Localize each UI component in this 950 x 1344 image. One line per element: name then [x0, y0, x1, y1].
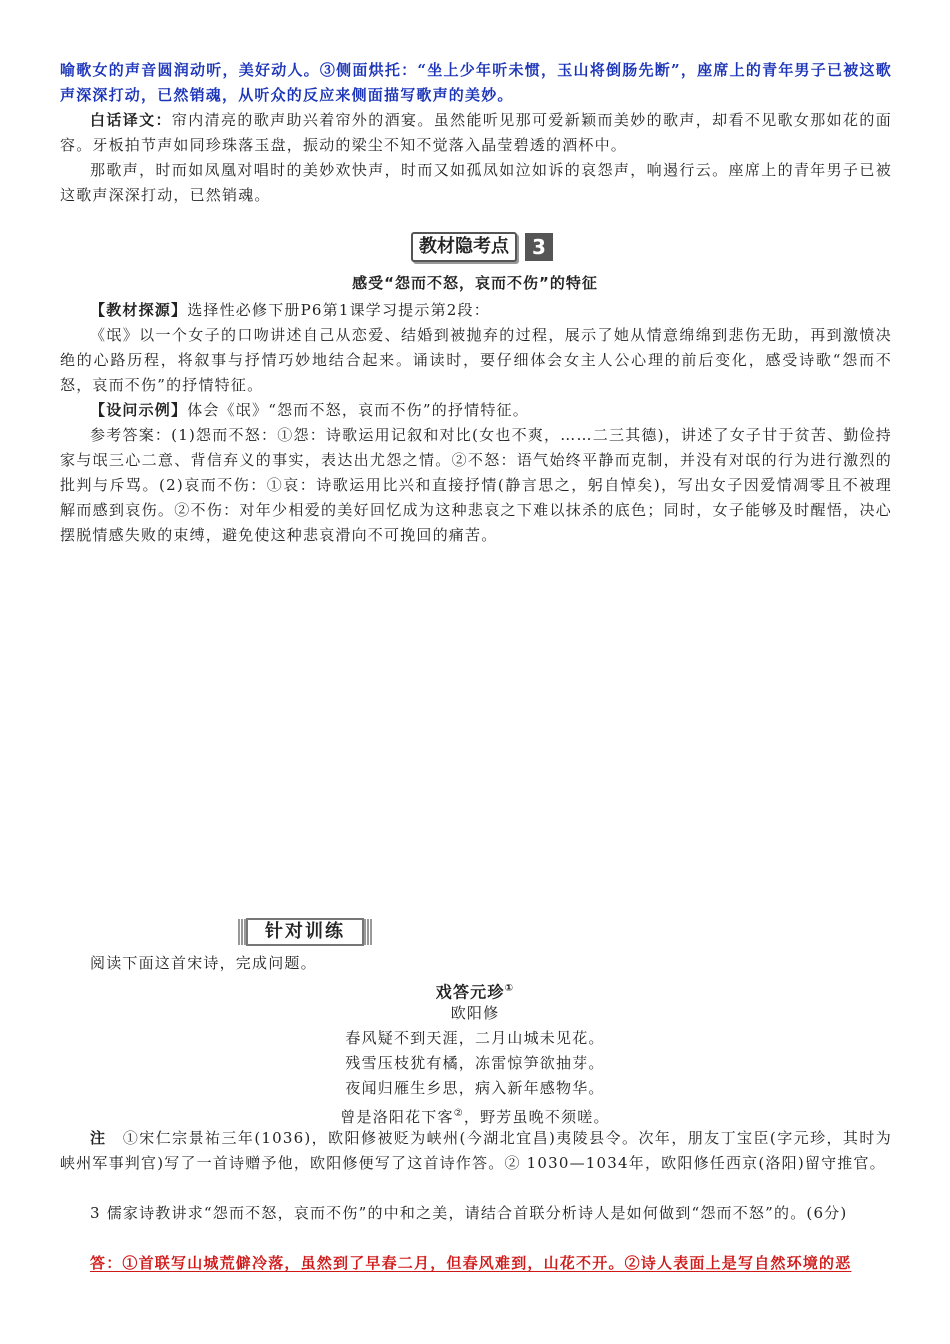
- poem-title-note-mark: ①: [504, 983, 515, 994]
- answer-line: [60, 1251, 892, 1276]
- reference-answer: 参考答案：(1)怨而不怒：①怨：诗歌运用记叙和对比(女也不爽，……二三其德)，讲述了女子甘于贫苦、勤俭持家与氓三心二意、背信弃义的事实，表达出尤怨之情。②不怒：语气始终平静而克制，并没有对氓的行为进行激烈的批判与斥骂。(2)哀而不伤：①哀：诗歌运用比兴和直接抒情(静言思之，躬自悼矣)，写出女子因爱情凋零且不被理解而感到哀伤。②不伤：对年少相爱的美好回忆成为这种悲哀之下难以抹杀的底色；同时，女子能够及时醒悟，决心摆脱情感失败的束缚，避免使这种悲哀滑向不可挽回的痛苦。: [60, 426, 892, 544]
- poem-line-4-tail: ，野芳虽晚不须嗟。: [463, 1108, 610, 1126]
- poem-line-4-note-mark: ②: [453, 1108, 464, 1119]
- section-number: 3: [525, 233, 553, 261]
- analysis-continuation: 喻歌女的声音圆润动听，美好动人。③侧面烘托：“坐上少年听未惯，玉山将倒肠先断”，座席上的青年男子已被这歌声深深打动，已然销魂，从听众的反应来侧面描写歌声的美妙。: [60, 61, 892, 104]
- example-line: [60, 398, 892, 423]
- translation-label: 白话译文：: [90, 111, 172, 129]
- training-header-right-bar: [364, 919, 372, 945]
- poem-line-3: 夜闻归雁生乡思，病入新年感物华。: [345, 1079, 605, 1097]
- example-text: 体会《氓》“怨而不怒，哀而不伤”的抒情特征。: [187, 401, 529, 419]
- example-label: 【设问示例】: [90, 401, 188, 419]
- section-subtitle: 感受“怨而不怒，哀而不伤”的特征: [352, 274, 598, 292]
- translation-text: 帘内清亮的歌声助兴着帘外的酒宴。虽然能听见那可爱新颖而美妙的歌声，却看不见歌女那如花的面容。牙板拍节声如同珍珠落玉盘，振动的梁尘不知不觉落入晶莹碧透的酒杯中。: [60, 111, 892, 154]
- poem-author: 欧阳修: [450, 1004, 500, 1022]
- poem-line-1: 春风疑不到天涯，二月山城未见花。: [345, 1029, 605, 1047]
- section-header: [411, 232, 553, 262]
- question-3: 3 儒家诗教讲求“怨而不怒，哀而不伤”的中和之美，请结合首联分析诗人是如何做到“怨而不怒”的。(6分): [90, 1204, 848, 1222]
- notes-label: 注: [90, 1129, 107, 1147]
- poem-line-2: 残雪压枝犹有橘，冻雷惊笋欲抽芽。: [345, 1054, 605, 1072]
- source-line: [60, 298, 892, 323]
- training-header-left-bar: [238, 919, 246, 945]
- section-badge: 教材隐考点: [411, 232, 517, 262]
- notes-text: ①宋仁宗景祐三年(1036)，欧阳修被贬为峡州(今湖北宜昌)夷陵县令。次年，朋友丁宝臣(字元珍，其时为峡州军事判官)写了一首诗赠予他，欧阳修便写了这首诗作答。② 1030—1034年，欧阳修任西京(洛阳)留守推官。: [60, 1129, 893, 1172]
- source-label: 【教材探源】: [90, 301, 188, 319]
- training-label: 针对训练: [246, 918, 364, 946]
- translation-paragraph-2: 那歌声，时而如凤凰对唱时的美妙欢快声，时而又如孤凤如泣如诉的哀怨声，响遏行云。座席上的青年男子已被这歌声深深打动，已然销魂。: [60, 161, 892, 204]
- translation-paragraph: [60, 108, 892, 158]
- source-quote: 《氓》以一个女子的口吻讲述自己从恋爱、结婚到被抛弃的过程，展示了她从情意绵绵到悲伤无助，再到激愤决绝的心路历程，将叙事与抒情巧妙地结合起来。诵读时，要仔细体会女主人公心理的前后变化，感受诗歌“怨而不怒，哀而不伤”的抒情特征。: [60, 326, 892, 394]
- poem-notes: [60, 1126, 892, 1176]
- answer-text: 答：①首联写山城荒僻冷落，虽然到了早春二月，但春风难到，山花不开。②诗人表面上是写自然环境的恶: [90, 1254, 852, 1272]
- training-header: [238, 917, 372, 947]
- source-text: 选择性必修下册P6第1课学习提示第2段：: [187, 301, 490, 319]
- poem-title: 戏答元珍: [435, 982, 505, 1002]
- poem-line-4-head: 曾是洛阳花下客: [340, 1108, 454, 1126]
- training-intro: 阅读下面这首宋诗，完成问题。: [90, 954, 317, 972]
